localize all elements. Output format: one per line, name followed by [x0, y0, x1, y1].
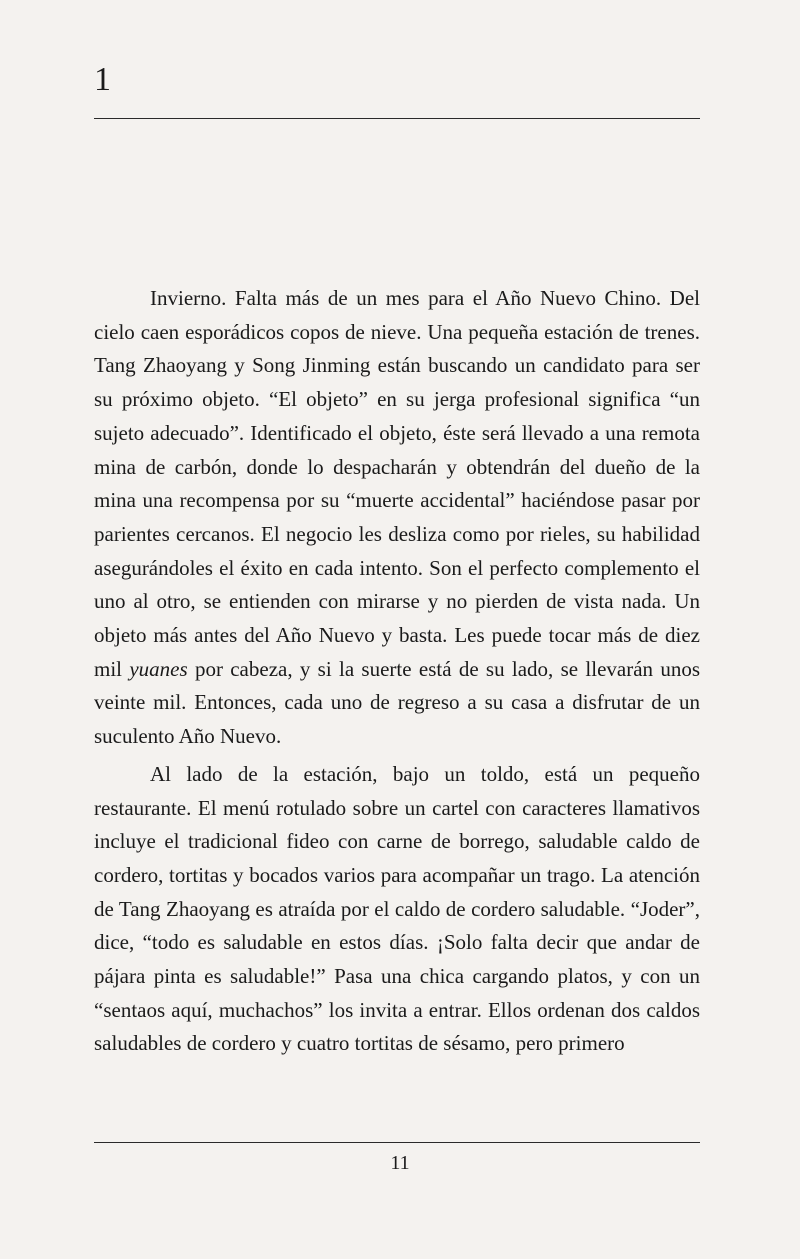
italic-term: yuanes	[129, 656, 188, 681]
body-text	[94, 282, 700, 1061]
paragraph	[94, 282, 700, 754]
text-run: por cabeza, y si la suerte está de su lado, se llevarán unos veinte mil. Entonces, cada uno de regreso a su casa a disfrutar de un suculento Año Nuevo.	[94, 656, 700, 749]
header-rule	[94, 118, 700, 119]
text-run: Invierno. Falta más de un mes para el Año Nuevo Chino. Del cielo caen esporádicos copos de nieve. Una pequeña estación de trenes. Tang Zhaoyang y Song Jinming están buscando un candidato para ser su próximo objeto. “El objeto” en su jerga profesional significa “un sujeto adecuado”. Identificado el objeto, éste será llevado a una remota mina de carbón, donde lo despacharán y obtendrán del dueño de la mina una recompensa por su “muerte accidental” haciéndose pasar por parientes cercanos. El negocio les desliza como por rieles, su habilidad asegurándoles el éxito en cada intento. Son el perfecto complemento el uno al otro, se entienden con mirarse y no pierden de vista nada. Un objeto más antes del Año Nuevo y basta. Les puede tocar más de diez mil	[94, 286, 700, 681]
chapter-number: 1	[94, 61, 111, 98]
text-run: Al lado de la estación, bajo un toldo, está un pequeño restaurante. El menú rotulado sobre un cartel con caracteres llamativos incluye el tradicional fideo con carne de borrego, saludable caldo de cordero, tortitas y bocados varios para acompañar un trago. La atención de Tang Zhaoyang es atraída por el caldo de cordero saludable. “Joder”, dice, “todo es saludable en estos días. ¡Solo falta decir que andar de pájara pinta es saludable!” Pasa una chica cargando platos, y con un “sentaos aquí, muchachos” los invita a entrar. Ellos ordenan dos caldos saludables de cordero y cuatro tortitas de sésamo, pero primero	[94, 761, 700, 1056]
page-number: 11	[390, 1152, 410, 1174]
footer-rule	[94, 1142, 700, 1143]
paragraph	[94, 758, 700, 1061]
